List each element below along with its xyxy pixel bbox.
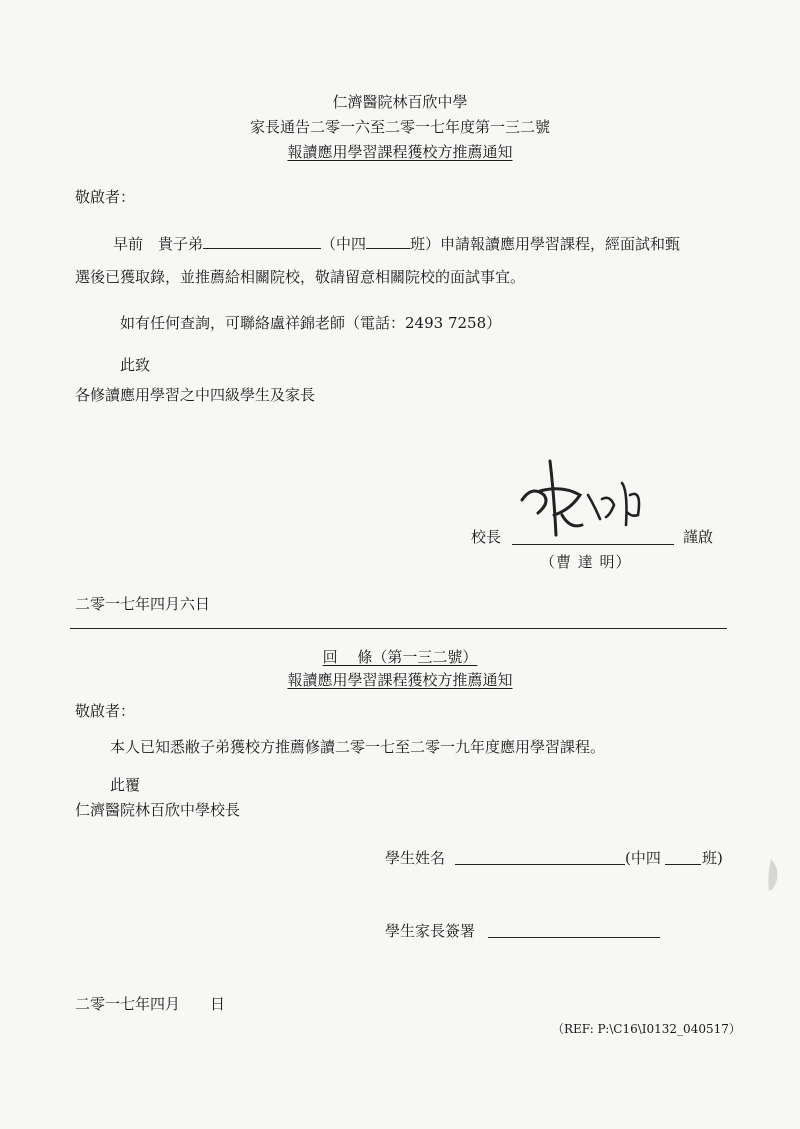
parent-signature-label: 學生家長簽署 (385, 922, 476, 940)
paragraph-1-line-2: 選後已獲取錄，並推薦給相關院校，敬請留意相關院校的面試事宜。 (75, 268, 526, 286)
principal-signature-line (512, 544, 674, 545)
para1-rest: 班）申請報讀應用學習課程，經面試和甄 (410, 235, 681, 253)
school-name: 仁濟醫院林百欣中學 (332, 93, 468, 111)
notice-date: 二零一七年四月六日 (75, 595, 211, 613)
principal-name: （曹 達 明） (540, 553, 632, 571)
tear-off-divider (70, 628, 727, 629)
paragraph-1-line-1 (113, 233, 680, 254)
class-open-label: (中四 (625, 849, 661, 867)
student-class-field[interactable] (665, 864, 701, 865)
reply-body: 本人已知悉敝子弟獲校方推薦修讀二零一七至二零一九年度應用學習課程。 (110, 738, 606, 756)
reply-subtitle: 報讀應用學習課程獲校方推薦通知 (287, 671, 513, 689)
reply-salutation: 敬啟者： (75, 702, 136, 720)
class-blank (366, 233, 410, 249)
para1-start: 早前 貴子弟 (113, 235, 204, 253)
recipients: 各修讀應用學習之中四級學生及家長 (75, 386, 316, 404)
reply-title: 回 條（第一三二號） (322, 648, 478, 666)
principal-label: 校長 (471, 528, 502, 546)
student-name-field[interactable] (455, 864, 625, 865)
reply-closing: 此覆 (110, 776, 141, 794)
scan-mark (765, 855, 785, 895)
notice-title: 報讀應用學習課程獲校方推薦通知 (287, 143, 513, 161)
reply-recipient: 仁濟醫院林百欣中學校長 (75, 801, 241, 819)
parent-signature-field[interactable] (488, 937, 660, 938)
student-name-label: 學生姓名 (385, 849, 446, 867)
reference-code: （REF: P:\C16\I0132_040517） (552, 1022, 741, 1036)
respectfully-label: 謹啟 (683, 528, 714, 546)
enquiry-paragraph: 如有任何查詢，可聯絡盧祥錦老師（電話：2493 7258） (120, 314, 502, 332)
principal-signature (510, 455, 670, 545)
salutation: 敬啟者： (75, 188, 136, 206)
class-close-label: 班) (702, 849, 723, 867)
child-name-blank (203, 233, 321, 249)
closing: 此致 (120, 356, 151, 374)
para1-class-open: （中四 (321, 235, 367, 253)
notice-number: 家長通告二零一六至二零一七年度第一三二號 (249, 118, 550, 136)
reply-date: 二零一七年四月 日 (75, 995, 226, 1013)
